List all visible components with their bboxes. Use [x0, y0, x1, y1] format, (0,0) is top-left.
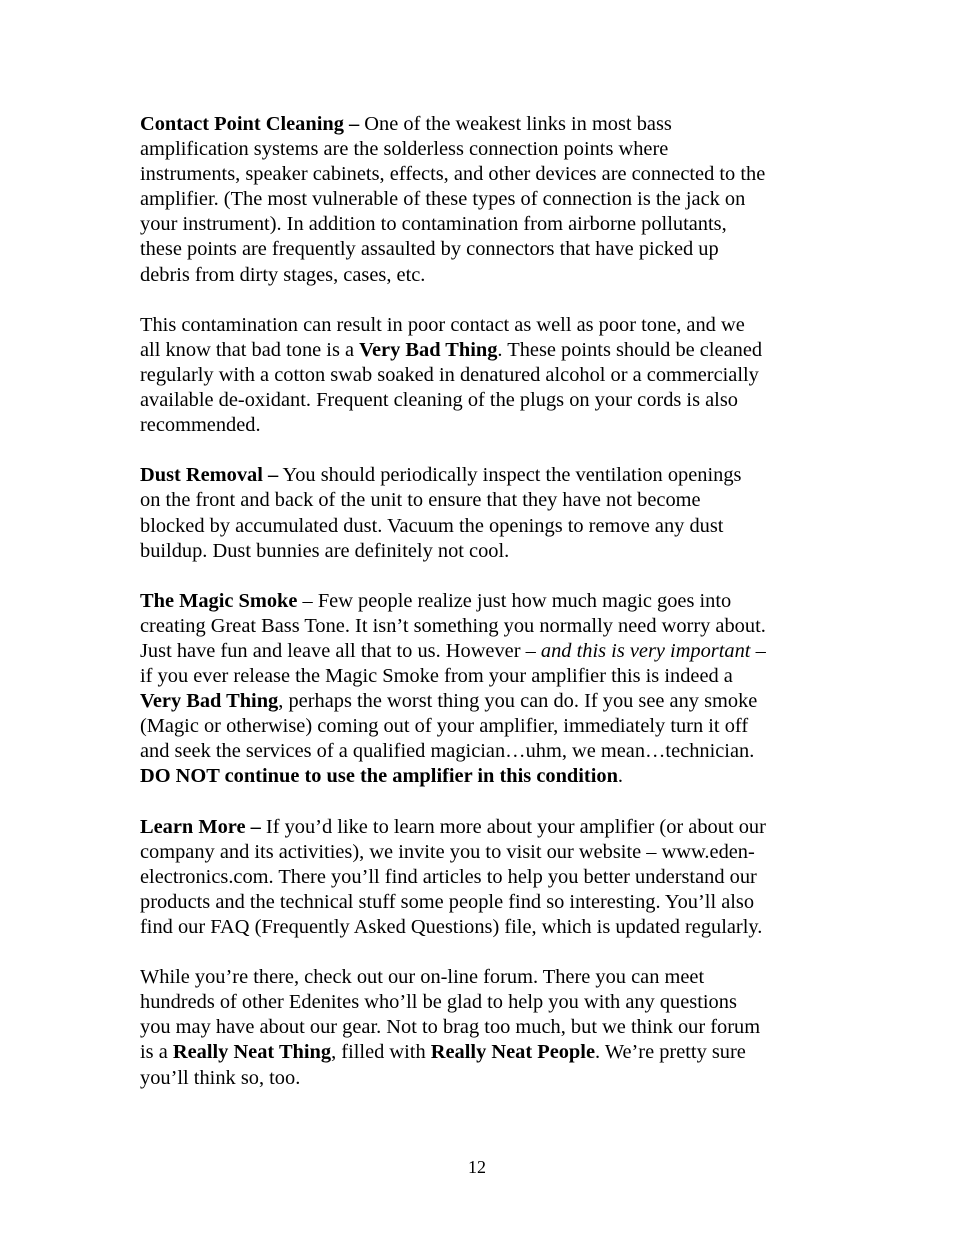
paragraph-text: , filled with: [331, 1041, 431, 1064]
emphasis-really-neat-people: Really Neat People: [430, 1041, 595, 1064]
heading-dust-removal: Dust Removal –: [140, 464, 279, 487]
warning-do-not-continue: DO NOT continue to use the amplifier in this condition: [140, 765, 618, 788]
emphasis-very-bad-thing: Very Bad Thing: [359, 338, 498, 361]
paragraph-learn-more: [140, 815, 812, 940]
document-body: [140, 112, 812, 1116]
paragraph-text: This contamination can result in poor contact as well as poor tone, and we all know that bad tone is a: [140, 313, 745, 361]
paragraph-text: You should periodically inspect the ventilation openings on the front and back of the unit to ensure that they have not become blocked by accumulated dust. Vacuum the openings to remove any dust buildup. Dust bunnies are definitely not cool.: [140, 464, 742, 562]
paragraph-dust-removal: [140, 463, 812, 563]
heading-contact-point-cleaning: Contact Point Cleaning –: [140, 113, 360, 135]
paragraph-text: . These points should be cleaned regularly with a cotton swab soaked in denatured alcohol or a commercially available de-oxidant. Frequent cleaning of the plugs on your cords is also recommended.: [140, 338, 763, 437]
page-number: 12: [468, 1157, 486, 1177]
paragraph-text: if you ever release the Magic Smoke from your amplifier this is indeed a: [140, 665, 733, 688]
heading-magic-smoke: The Magic Smoke: [140, 589, 298, 612]
emphasis-really-neat-thing: Really Neat Thing: [172, 1041, 332, 1064]
emphasis-very-bad-thing: Very Bad Thing: [140, 690, 279, 713]
paragraph-magic-smoke: [140, 589, 812, 790]
paragraph-text: . We’re pretty sure you’ll think so, too.: [140, 1041, 746, 1089]
paragraph-contamination: [140, 313, 812, 438]
emphasis-very-important: and this is very important –: [540, 639, 766, 662]
heading-learn-more: Learn More –: [140, 815, 261, 838]
paragraph-forum: [140, 965, 812, 1090]
paragraph-text: While you’re there, check out our on-line forum. There you can meet hundreds of other Edenites who’ll be glad to help you with any questions you may have about our gear. Not to brag too much, but we think our forum is a: [140, 966, 761, 1064]
paragraph-text: .: [617, 765, 624, 788]
paragraph-text: – Few people realize just how much magic goes into creating Great Bass Tone. It isn’t something you normally need worry about. Just have fun and leave all that to us. However –: [140, 589, 766, 662]
paragraph-contact-point-cleaning: [140, 112, 812, 288]
paragraph-text: , perhaps the worst thing you can do. If you see any smoke (Magic or otherwise) coming out of your amplifier, immediately turn it off and seek the services of a qualified magician…uhm, we mean…technician.: [140, 690, 758, 763]
paragraph-text: One of the weakest links in most bass amplification systems are the solderless connection points where instruments, speaker cabinets, effects, and other devices are connected to the amplifier. (The most vulnerable of these types of connection is the jack on your instrument). In addition to contamination from airborne pollutants, these points are frequently assaulted by connectors that have picked up debris from dirty stages, cases, etc.: [140, 113, 766, 286]
paragraph-text: If you’d like to learn more about your amplifier (or about our company and its activities), we invite you to visit our website – www.eden- electronics.com. There you’ll find articles to help you better understand our products and the technical stuff some people find so interesting. You’ll also find our FAQ (Frequently Asked Questions) file, which is updated regularly.: [140, 815, 766, 938]
